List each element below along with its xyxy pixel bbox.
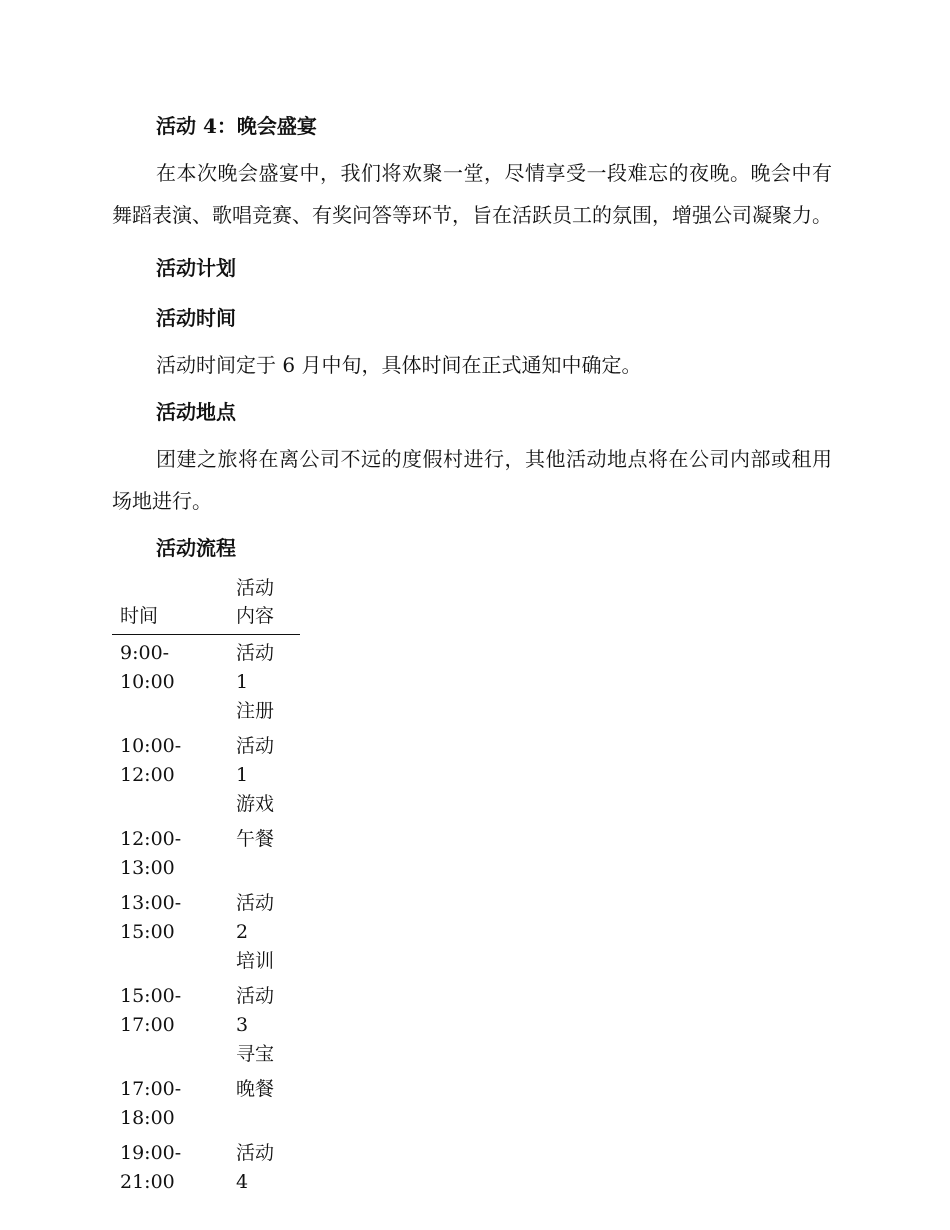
header-content [228, 572, 300, 635]
location-heading: 活动地点 [156, 400, 236, 424]
plan-heading: 活动计划 [156, 256, 236, 280]
time-heading: 活动时间 [156, 306, 236, 330]
table-row [112, 1135, 300, 1199]
flow-heading: 活动流程 [156, 536, 236, 560]
cell-content: 活动 2 培训 [236, 892, 275, 972]
cell-content: 活动 4 [236, 1142, 275, 1193]
header-content-label: 活动 内容 [236, 577, 275, 627]
table-row [112, 885, 300, 978]
location-paragraph: 团建之旅将在离公司不远的度假村进行，其他活动地点将在公司内部或租用场地进行。 [112, 447, 832, 513]
cell-time: 13:00-15:00 [120, 892, 182, 943]
cell-content: 活动 3 寻宝 [236, 985, 275, 1065]
document-page [112, 108, 832, 1199]
cell-time: 12:00-13:00 [120, 828, 182, 879]
schedule-table [112, 572, 300, 1199]
activity4-heading: 活动 4：晚会盛宴 [156, 114, 317, 138]
table-row [112, 821, 300, 885]
cell-time: 15:00-17:00 [120, 985, 182, 1036]
cell-time: 17:00-18:00 [120, 1078, 182, 1129]
cell-content: 晚餐 [236, 1078, 275, 1100]
cell-content: 活动 1 游戏 [236, 735, 275, 815]
table-row [112, 1071, 300, 1135]
cell-time: 10:00-12:00 [120, 735, 182, 786]
cell-content: 午餐 [236, 828, 275, 850]
time-paragraph: 活动时间定于 6 月中旬，具体时间在正式通知中确定。 [156, 353, 642, 377]
activity4-paragraph: 在本次晚会盛宴中，我们将欢聚一堂，尽情享受一段难忘的夜晚。晚会中有舞蹈表演、歌唱竞赛、有奖问答等环节，旨在活跃员工的氛围，增强公司凝聚力。 [112, 161, 832, 227]
table-header-row [112, 572, 300, 635]
header-time [112, 572, 228, 635]
schedule-body [112, 635, 300, 1200]
table-row [112, 635, 300, 729]
header-time-label: 时间 [120, 605, 159, 627]
table-row [112, 978, 300, 1071]
cell-time: 19:00-21:00 [120, 1142, 182, 1193]
cell-content: 活动 1 注册 [236, 642, 275, 722]
table-row [112, 728, 300, 821]
cell-time: 9:00-10:00 [120, 642, 175, 693]
